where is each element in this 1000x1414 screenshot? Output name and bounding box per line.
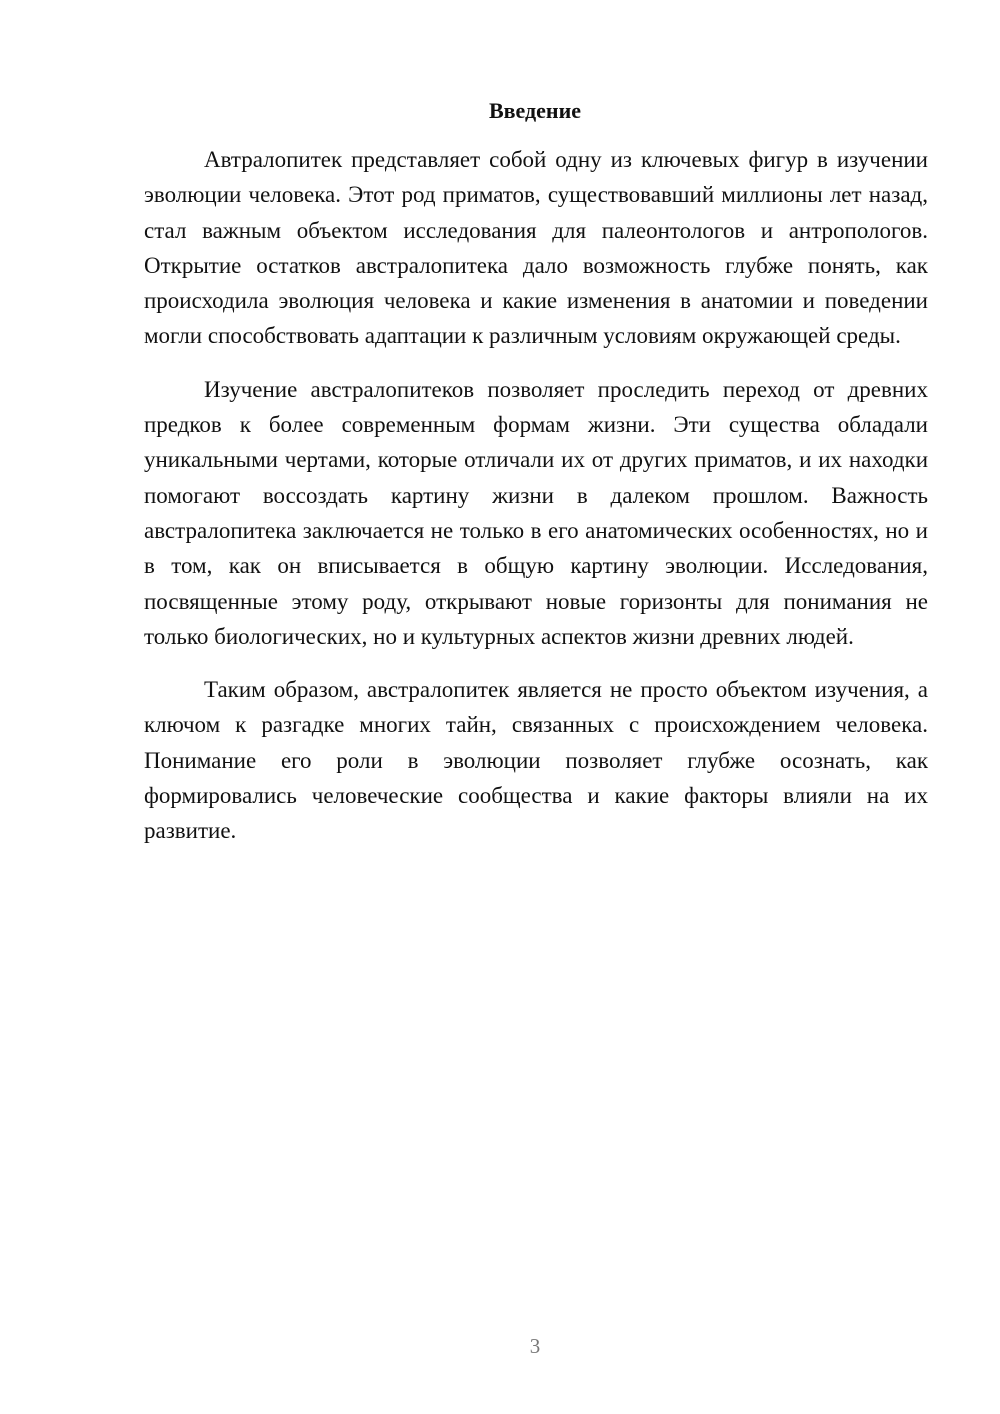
section-heading: Введение	[488, 98, 582, 123]
paragraph-1: Автралопитек представляет собой одну из ключевых фигур в изучении эволюции человека. Этот род приматов, существовавший миллионы лет назад, стал важным объектом исследования для палеонтологов и антропологов. Открытие остатков австралопитека дало возможность глубже понять, как происходила эволюция человека и какие изменения в анатомии и поведении могли способствовать адаптации к различным условиям окружающей среды.	[144, 147, 928, 349]
paragraph-3: Таким образом, австралопитек является не просто объектом изучения, а ключом к разгадке многих тайн, связанных с происхождением человека. Понимание его роли в эволюции позволяет глубже осознать, как формировались человеческие сообщества и какие факторы влияли на их развитие.	[144, 677, 928, 844]
paragraph-2: Изучение австралопитеков позволяет проследить переход от древних предков к более современным формам жизни. Эти существа обладали уникальными чертами, которые отличали их от других приматов, и их находки помогают воссоздать картину жизни в далеком прошлом. Важность австралопитека заключается не только в его анатомических особенностях, но и в том, как он вписывается в общую картину эволюции. Исследования, посвященные этому роду, открывают новые горизонты для понимания не только биологических, но и культурных аспектов жизни древних людей.	[144, 376, 928, 649]
body-text	[144, 142, 928, 867]
page-number: 3	[529, 1334, 541, 1358]
